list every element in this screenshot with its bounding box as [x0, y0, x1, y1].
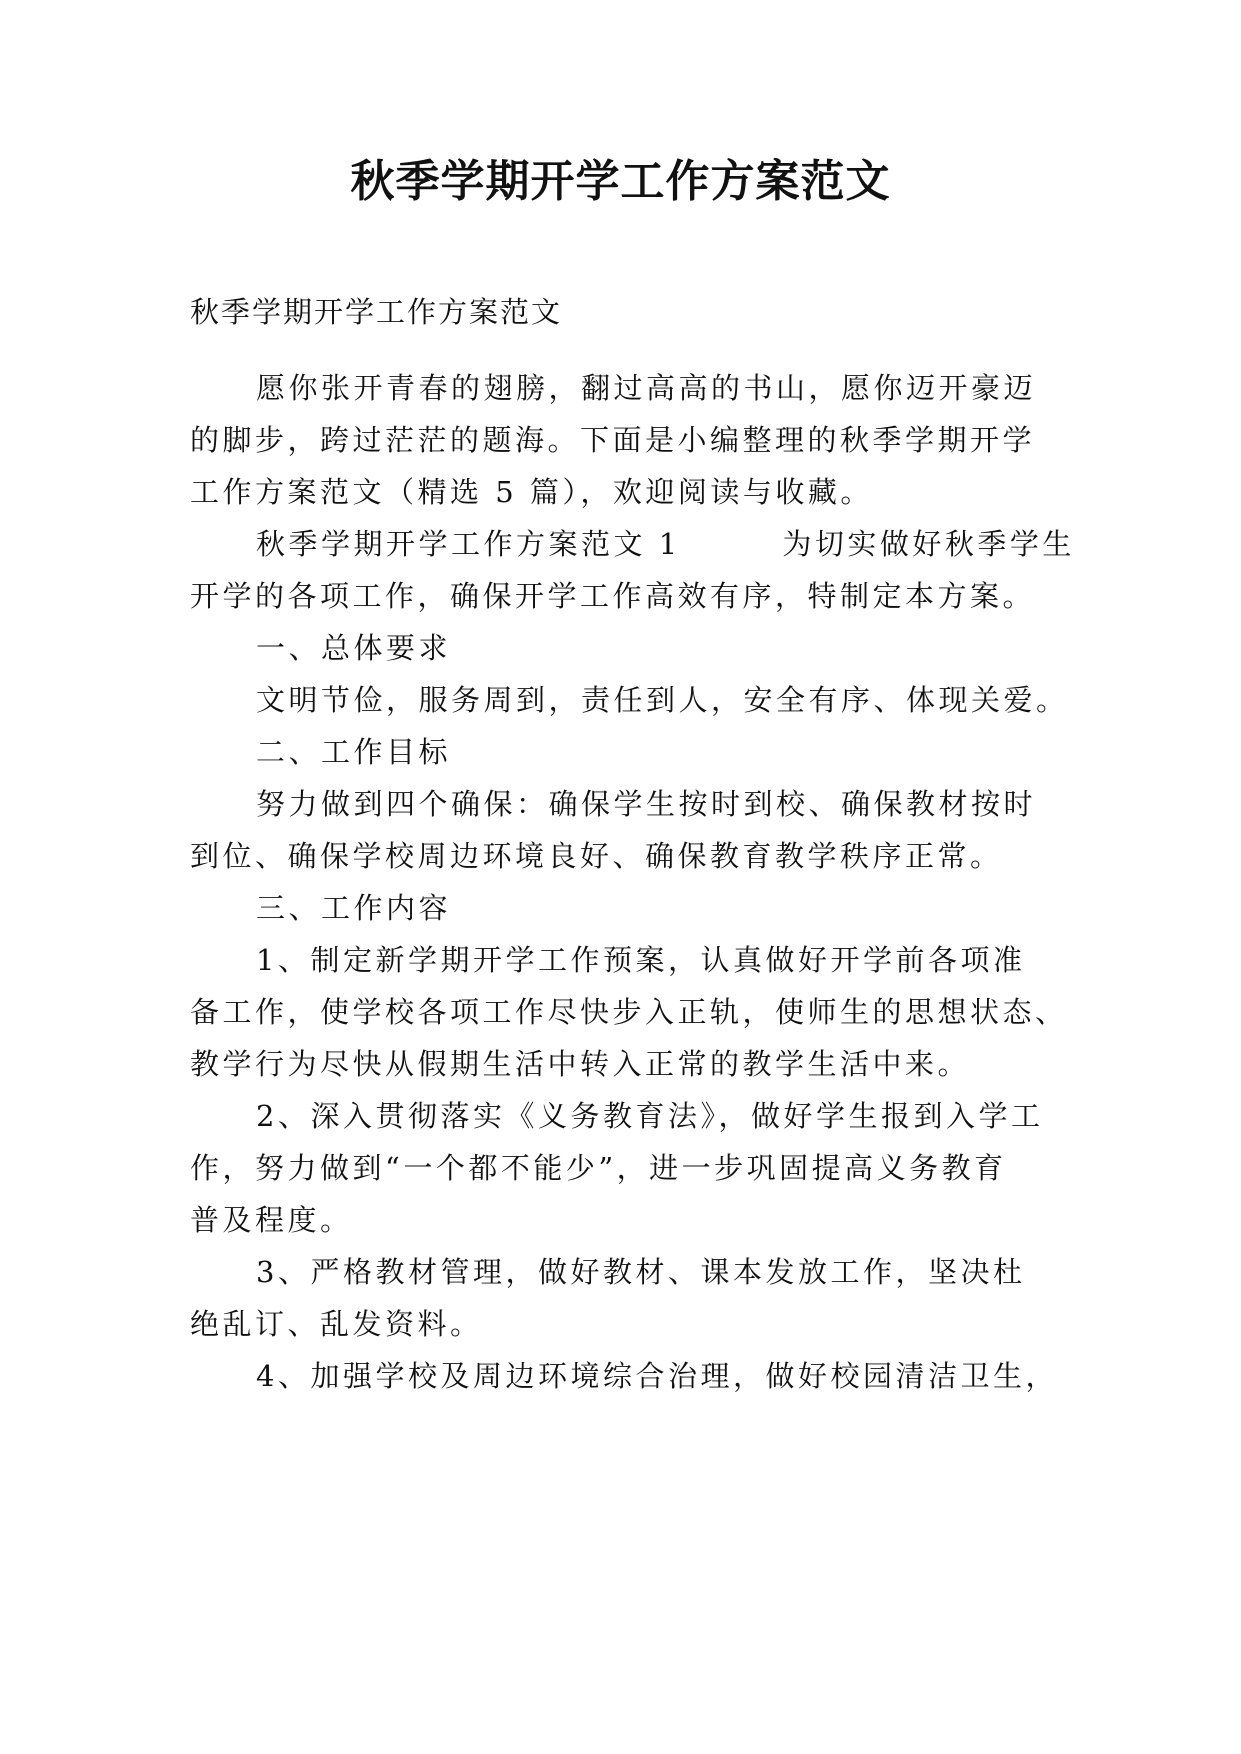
- document-title: 秋季学期开学工作方案范文: [350, 156, 891, 207]
- paragraph-line: 备工作，使学校各项工作尽快步入正轨，使师生的思想状态、: [190, 995, 1068, 1029]
- paragraph-line: 2、深入贯彻落实《义务教育法》，做好学生报到入学工: [256, 1099, 1044, 1133]
- paragraph-line: 秋季学期开学工作方案范文 1 为切实做好秋季学生: [256, 527, 1075, 561]
- paragraph-line: 工作方案范文（精选 5 篇），欢迎阅读与收藏。: [190, 475, 873, 509]
- paragraph-line: 的脚步，跨过茫茫的题海。下面是小编整理的秋季学期开学: [190, 423, 1036, 457]
- paragraph-line: 绝乱订、乱发资料。: [190, 1307, 483, 1341]
- paragraph-line: 开学的各项工作，确保开学工作高效有序，特制定本方案。: [190, 579, 1036, 613]
- section-heading: 三、工作内容: [256, 891, 452, 925]
- paragraph-line: 1、制定新学期开学工作预案，认真做好开学前各项准: [256, 943, 1026, 977]
- section-heading: 一、总体要求: [256, 631, 452, 665]
- section-heading: 二、工作目标: [256, 735, 452, 769]
- paragraph-line: 文明节俭，服务周到，责任到人，安全有序、体现关爱。: [256, 683, 1069, 717]
- paragraph-line: 3、严格教材管理，做好教材、课本发放工作，坚决杜: [256, 1255, 1026, 1289]
- paragraph-line: 作，努力做到“一个都不能少”，进一步巩固提高义务教育: [190, 1151, 1007, 1185]
- paragraph-line: 愿你张开青春的翅膀，翻过高高的书山，愿你迈开豪迈: [256, 371, 1037, 405]
- paragraph-line: 努力做到四个确保：确保学生按时到校、确保教材按时: [256, 787, 1037, 821]
- paragraph-line: 4、加强学校及周边环境综合治理，做好校园清洁卫生，: [256, 1359, 1058, 1393]
- paragraph-line: 到位、确保学校周边环境良好、确保教育教学秩序正常。: [190, 839, 1003, 873]
- document-subtitle: 秋季学期开学工作方案范文: [190, 295, 563, 329]
- paragraph-line: 教学行为尽快从假期生活中转入正常的教学生活中来。: [190, 1047, 971, 1081]
- paragraph-line: 普及程度。: [190, 1203, 353, 1237]
